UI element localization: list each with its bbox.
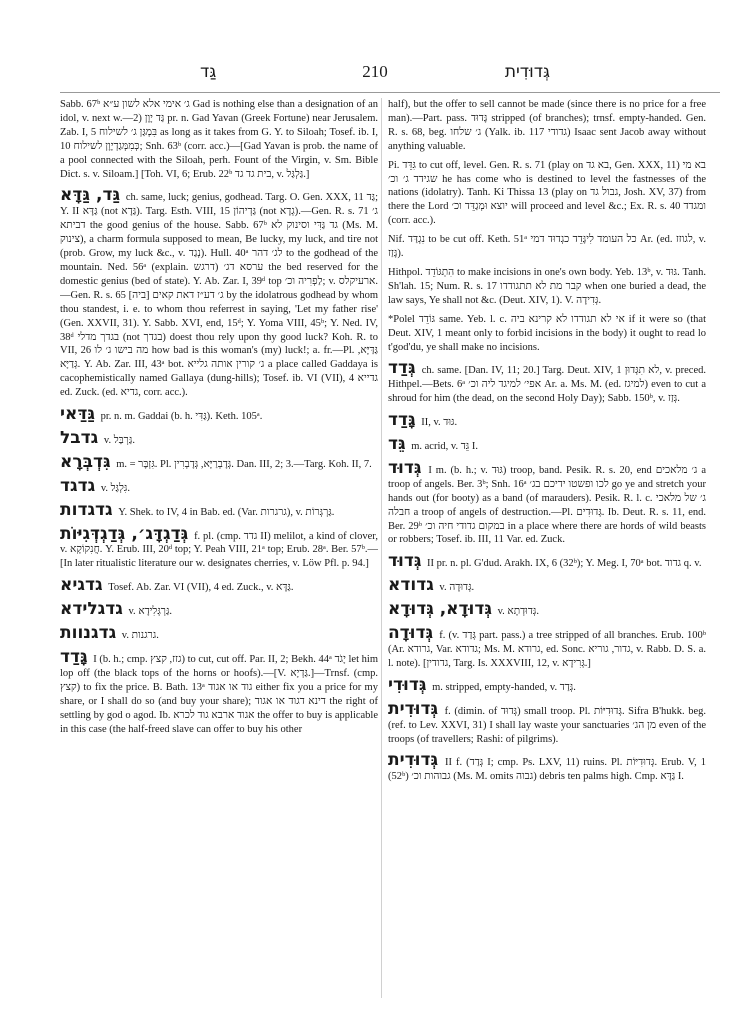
entry-headword: גִּדְבְּרָא [60, 451, 111, 472]
dictionary-entry [60, 501, 378, 520]
entry-headword: גדגד [60, 475, 96, 496]
dictionary-entry [388, 552, 706, 571]
dictionary-entry [388, 266, 706, 308]
entry-headword: גדבל [60, 427, 99, 448]
dictionary-entry [60, 453, 378, 472]
dictionary-entry [388, 159, 706, 229]
running-head-left: גַּד [200, 62, 217, 82]
dictionary-entry [388, 676, 706, 695]
dictionary-entry [388, 751, 706, 784]
dictionary-entry [388, 576, 706, 595]
dictionary-entry [388, 313, 706, 355]
entry-headword: גְּדוּד [388, 551, 422, 572]
entry-headword: גְּדוּדִית [388, 698, 439, 719]
dictionary-entry [60, 525, 378, 572]
entry-text: *Polel גּוֹדֵד same. Yeb. l. c. אי לא תגודדו לא קרינא ביה if it were so (that Deut. XIV, 1 meant only to forbid incisions in the body) it ought to read lo t'god'du, ye shall make no incisions. [388, 313, 706, 353]
entry-text: Sabb. 67ᵇ ג׳ אימי אלא לשון ע״א Gad is nothing else than a designation of an idol, v. next w.—2) גַּד יָוָן pr. n. Gad Yavan (Greek Fortune) near Jerusalem. Zab. I, 5 בִּמְגַּן ג׳ לשילוח as long as it takes from G. Y. to Siloah; Tosef. ib. I, 10 כְּמִמְּגַדְיָוָן לשילוח; Snh. 63ᵇ (corr. acc.)—[Gad Yavan is prob. the name of a pool connected with the Siloah, perh. Fount of the Virgin, v. Sm. Bible Dict. s. v. Siloam.] [Toh. VI, 6; Erub. 22ᵇ בית גד גד, v. גַּלְגַּל.] [60, 99, 378, 180]
entry-text: Hithpol. הִתְגּוֹדֵד to make incisions in one's own body. Yeb. 13ᵇ, v. גּוּד. Tanh. Sh'lah. 15; Num. R. s. 17 קבר מת לא תתגודדו when one buried a dead, the law says, Ye shall not &c. (Deut. XIV, 1). V. גְּדִידָה. [388, 266, 706, 306]
entry-text: Tosef. Ab. Zar. VI (VII), 4 ed. Zuck., v. גַּדָּא. [108, 582, 294, 594]
entry-headword: גַּד, גַּדָּא [60, 185, 121, 206]
entry-headword: גדגנוות [60, 623, 117, 644]
entry-text: m. = גִּזְבָּר. Pl. גְּדָבְרַיָּא, גְּדָבְרִין. Dan. III, 2; 3.—Targ. Koh. II, 7. [116, 458, 372, 470]
dictionary-entry [60, 405, 378, 424]
entry-headword: גְּדַד [388, 358, 416, 379]
entry-text: v. גִּלְגַּל. [100, 482, 131, 494]
entry-headword: גֵּד [388, 434, 406, 455]
entry-text: I m. (b. h.; v. גּוּד) troop, band. Pesik. R. s. 20, end ג׳ מלאכים a troop of angels. Ber. 3ᵇ; Snh. 16ᵃ לכו ופשטו ידיכם בג׳ go ye and stretch your hands out (for booty) as a band (of marauders). Pesik. R. l. c. ג׳ של מלאכי חבלה a troop of angels of destruction.—Pl. גְּדוּדִים. Ib. Deut. R. s. 11, end. Ber. 29ᵇ במקום גדודי חיה וכ׳ in a place where there are hords of wild beasts or robbers; Tosef. ib. III, 11 Var. ed. Zuck. [388, 464, 706, 546]
entry-headword: גְּדַגְדָּג׳, גְּדַגְדְּגִיּוֹת [60, 523, 189, 544]
dictionary-entry [388, 233, 706, 261]
entry-text: II, v. גּוּד. [421, 417, 458, 429]
entry-text: f. (v. גְּדַד part. pass.) a tree stripped of all branches. Erub. 100ᵇ (Ar. גרודא, Var. גדודא; Ms. M. גרודא, ed. Sonc. גדור, גוריא, v. Rabb. D. S. a. l. note). [גדודין, Targ. Is. XXXVIII, 12, v. גְּרִידָא.] [388, 630, 706, 669]
entry-text: Y. Shek. to IV, 4 in Bab. ed. (Var. גרגרות), v. גַּרְגְּרוֹת. [118, 506, 335, 518]
dictionary-entry [388, 624, 706, 671]
running-head-right: גְּדוּדִית [504, 62, 550, 82]
dictionary-entry [388, 600, 706, 619]
dictionary-entry [388, 700, 706, 747]
entry-headword: גְּדוּדִי [388, 674, 427, 695]
page-number: 210 [362, 62, 388, 81]
entry-text: Nif. נִגְדַּד to be cut off. Keth. 51ᵃ כל העומד לִיגָּדֵד כגְדוּד דמי Ar. (ed. לגוזז, v. גָּזַז). [388, 234, 706, 260]
dictionary-entry [388, 98, 706, 154]
dictionary-entry [60, 648, 378, 736]
entry-text: v. גַּרְבַּל. [103, 434, 135, 446]
dictionary-entry [388, 435, 706, 454]
dictionary-entry [60, 477, 378, 496]
dictionary-entry [60, 576, 378, 595]
entry-headword: גְּדוּדָא, גְּדוּדָא [388, 599, 492, 620]
entry-headword: גְּדוּדִית [388, 750, 439, 771]
entry-text: half), but the offer to sell cannot be made (since there is no price for a free man).—Part. pass. גָּדוּד stripped (of branches); trnsf. empty-handed. Gen. R. s. 68, beg. ג׳ שלחו (Yalk. ib. 117 גדודי) Isaac sent Jacob away without anything valuable. [388, 99, 706, 152]
entry-text: m. acrid, v. גֵּד I. [411, 441, 478, 453]
entry-text: v. גרגנות. [121, 630, 159, 642]
entry-text: II f. (גְּדַד I; cmp. Ps. LXV, 11) ruins. Pl. גְּדוּדִיּוֹת. Erub. V, 1 (52ᵇ) גבוהות וכ׳ (Ms. M. omits גבוה) debris ten palms high. Cmp. גַּדָּא I. [388, 757, 706, 783]
entry-text: v. גַּרְגְּלִידָא. [128, 606, 173, 618]
entry-headword: גְּדוּדָה [388, 623, 434, 644]
entry-headword: גָּדַד [60, 647, 88, 667]
entry-headword: גַּדַּאי [60, 404, 95, 425]
entry-text: ch. same, luck; genius, godhead. Targ. O. Gen. XXX, 11 גַּד; Y. II גַּדָּא (not גַּדָא). Targ. Esth. VIII, 15 גַּדְיהוֹן (not גְדָא).—Gen. R. s. 71 ג׳ דביתא the good genius of the house. Sabb. 67ᵇ גד גַּדִּי וסינוק לא (Ms. M. צינוק), a charm formula supposed to mean, Be lucky, my luck, and tire not (prob. Grow, my luck &c., v. נְגַד). Hull. 40ᵃ לג׳ דהר to the godhead of the mountain. Ned. 56ᵃ (explain. ערסא דג׳ (דרגש the bed reserved for the domestic genius (bed of state). Y. Ab. Zar. I, 39ᵈ top לַפְרִיה וכ׳; v. ארעיקלס.—Gen. R. s. 65 [ביה] ג׳ דע״ז דאת קאים by the idolatrous godhead by whom thou standest, i. e. to whom thou referrest in saying, 'Let my father rise' (Gen. XXVII, 31). Y. Sabb. XVI, end, 15ᵈ; Y. Yoma VIII, 45ᵇ; Y. Ned. IV, 38ᵈ בגדך מדלי (not בגדך) doest thou rely upon thy good luck? Koh. R. to VII, 26 מה בישו ג׳ לו how bad is this woman's (my) luck!; a. fr.—Pl. גַּדַּיָּא, גְּדַיָּא. Y. Ab. Zar. III, 43ᵃ bot. ג׳ קורין אותה גלייא a place called Gaddaya is cacophemistically named Gallaya (dung-hills); Tosef. ib. VI (VII), 4 גדייא ed. Zuck. (ed. גדיא, corr. acc.). [60, 192, 378, 399]
entry-headword: גדגלידא [60, 599, 123, 620]
right-column [388, 98, 706, 998]
running-head [60, 62, 690, 86]
entry-headword: גדגיא [60, 575, 103, 596]
header-rule [60, 92, 720, 93]
entry-text: v. גְּדוּדְתָא. [497, 606, 540, 618]
dictionary-entry [60, 98, 378, 181]
dictionary-entry [388, 359, 706, 406]
entry-headword: גדודא [388, 575, 434, 596]
dictionary-entry [60, 186, 378, 400]
dictionary-entry [60, 624, 378, 643]
entry-text: f. (dimin. of גְּדוּד) small troop. Pl. גְּדוּדִיּוֹת. Sifra B'hukk. beg. (ref. to Lev. XXVI, 31) I shall lay waste your sanctuaries מן הג׳ even of the troops (of travellers; Rashi: of pilgrims). [388, 705, 706, 745]
dictionary-entry [60, 600, 378, 619]
entry-headword: גְּדוּד [388, 457, 422, 478]
entry-headword: גָּדַד [388, 410, 416, 431]
entry-text: II pr. n. pl. G'dud. Arakh. IX, 6 (32ᵇ); Y. Meg. I, 70ᵃ bot. גדוד q. v. [427, 558, 702, 570]
entry-text: pr. n. m. Gaddai (b. h. גַּדִּי). Keth. 105ᵃ. [100, 411, 263, 423]
entry-headword: גדגדות [60, 499, 113, 520]
left-column [60, 98, 378, 998]
entry-text: m. stripped, empty-handed, v. גְּדַד. [432, 681, 576, 693]
entry-text: Pi. גִּדֵּד to cut off, level. Gen. R. s. 71 (play on בא גד, Gen. XXX, 11) בא מי שגידד ג׳ וכ׳ he has come who is destined to level the fastnesses of the nations (idolatry). Tanh. Ki Thissa 13 (play on גבול גד, Josh. XV, 37) from there the Lord יוצא וּמְגַדֵּד וכ׳ will proceed and level &c.; Ex. R. s. 40 ומגדד (corr. acc.). [388, 159, 706, 227]
dictionary-entry [388, 411, 706, 430]
entry-text: v. גְּדוּדָה. [439, 582, 475, 594]
entry-text: I (b. h.; cmp. גזז, קצץ) to cut, cut off. Par. II, 2; Bekh. 44ᵃ יָגֹד let him lop off (the black tops of the horns or hoofs).—[V. גַּדְיָא.]—Trnsf. (cmp. קצץ) to fix the price. B. Bath. 13ᵃ גוד או אגוד either fix you a price for my share, or I shall do so (and buy your share); דינא דגוד או אגוד the right of settling by god o agod. Ib. אגוד ארבא גוד לכרא the offer to buy is applicable in this case (the half-freed slave can offer to buy his other [60, 654, 378, 735]
column-divider [381, 98, 382, 998]
dictionary-entry [388, 459, 706, 547]
dictionary-entry [60, 429, 378, 448]
entry-text: f. pl. (cmp. גדד II) melilot, a kind of clover, v. חֲנִקוֹקָא. Y. Erub. III, 20ᵈ top; Y. Peah VIII, 21ᵃ top; Erub. 28ᵃ. Ber. 57ᵇ.—[In later ritualistic literature our w. designates cherries, v. Löw Pfl. p. 94.] [60, 530, 378, 570]
entry-text: ch. same. [Dan. IV, 11; 20.] Targ. Deut. XIV, 1 לא תִגְּדוּן, v. preced. Hithpel.—Bets. 6ᵃ אפי׳ למיגד ליה וכ׳ Ar. a. Ms. M. (ed. למיגז) even to cut a shroud for him (the dead, on the second Holy Day); Sabb. 150ᵇ, v. גְּזַז. [388, 365, 706, 405]
